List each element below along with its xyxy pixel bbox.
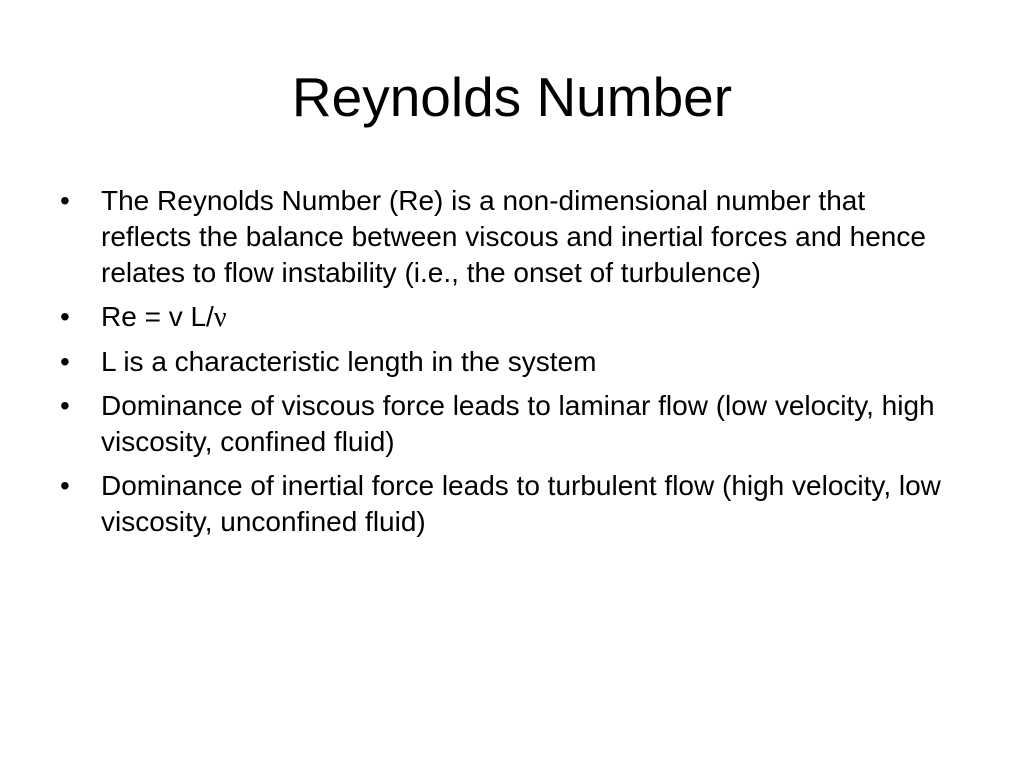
bullet-item-turbulent (60, 468, 960, 540)
bullet-item-laminar (60, 388, 960, 460)
bullet-text: The Reynolds Number (Re) is a non-dimensional number that reflects the balance between viscous and inertial forces and hence relates to flow instability (i.e., the onset of turbulence) (101, 185, 926, 288)
bullet-item-formula (60, 299, 960, 336)
bullet-icon: • (60, 470, 70, 501)
bullet-icon: • (60, 301, 70, 332)
bullet-icon: • (60, 185, 70, 216)
bullet-item-length (60, 344, 960, 380)
formula-text: Re = v L/ (101, 301, 214, 332)
bullet-list (60, 183, 960, 548)
bullet-text: Dominance of inertial force leads to turbulent flow (high velocity, low viscosity, unconfined fluid) (101, 470, 941, 537)
kinematic-viscosity-symbol: ν (213, 302, 227, 333)
bullet-text: Dominance of viscous force leads to laminar flow (low velocity, high viscosity, confined fluid) (101, 390, 935, 457)
bullet-item-definition (60, 183, 960, 291)
bullet-icon: • (60, 346, 70, 377)
bullet-text: L is a characteristic length in the system (101, 346, 597, 377)
bullet-icon: • (60, 390, 70, 421)
slide-title: Reynolds Number (291, 66, 733, 128)
